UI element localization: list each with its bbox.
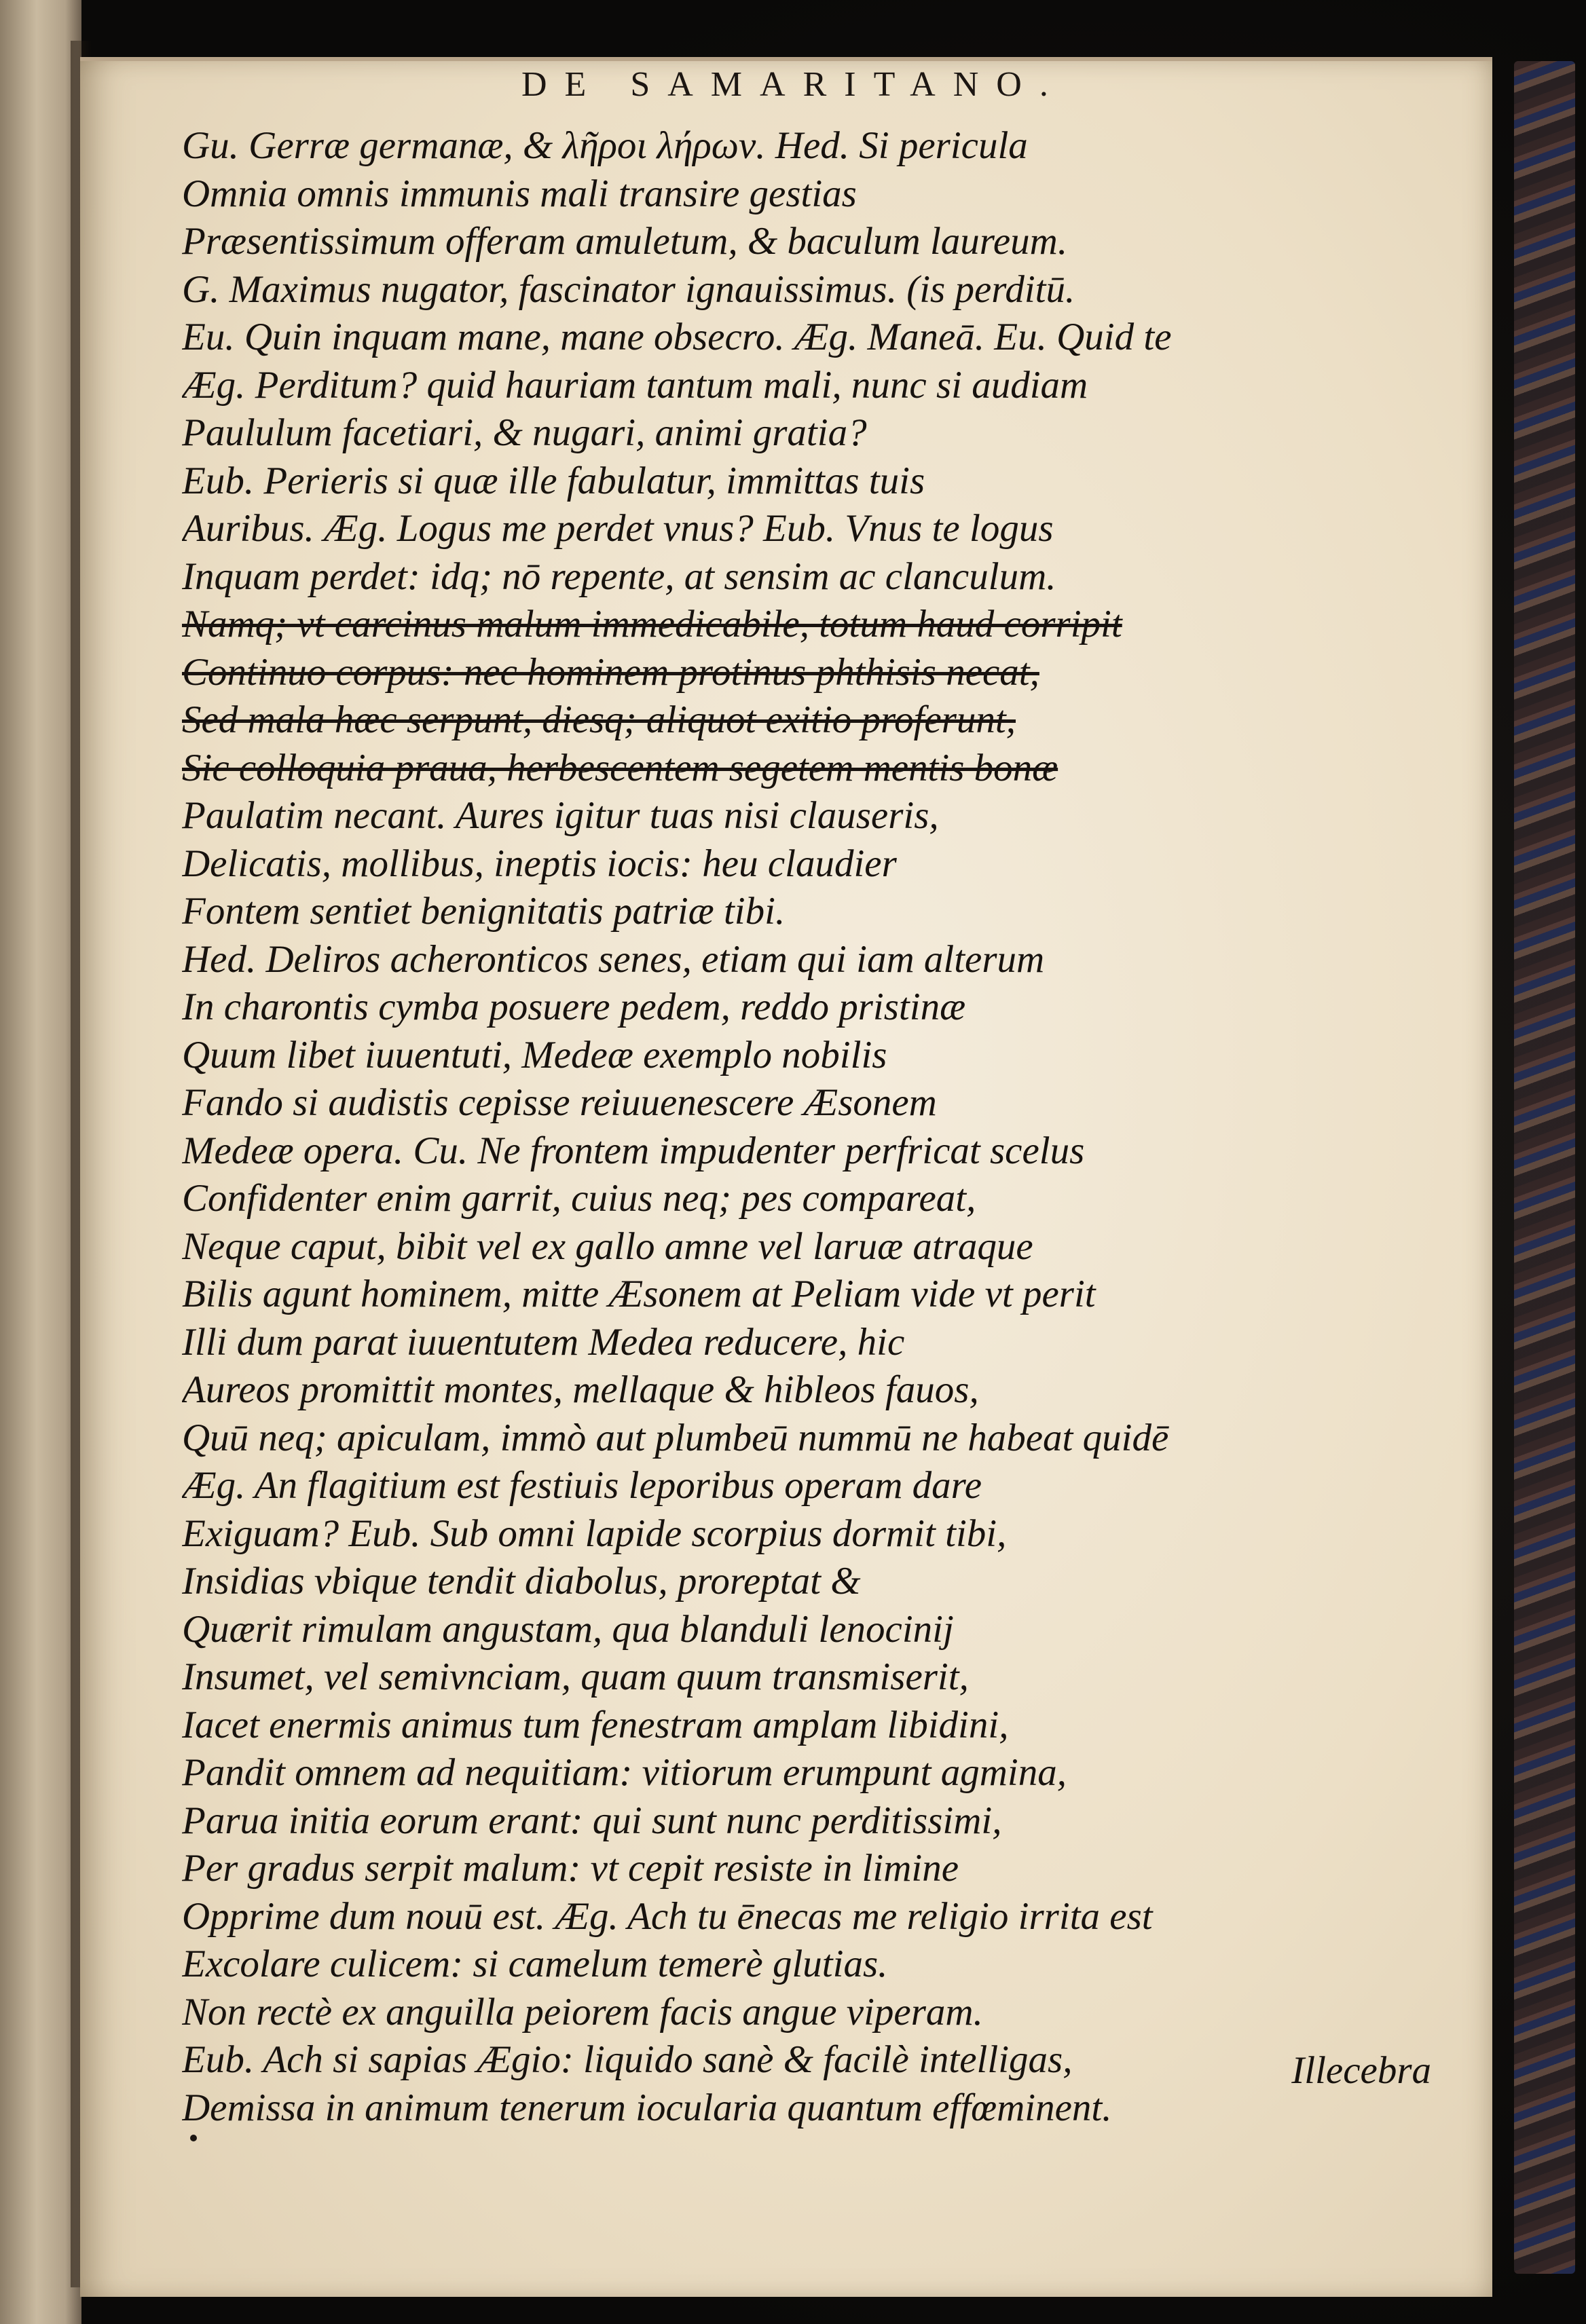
text-line: Auribus. Æg. Logus me perdet vnus? Eub. Vnus te logus <box>182 507 1054 550</box>
text-line: Insumet, vel semivnciam, quam quum transmiserit, <box>182 1655 969 1698</box>
text-block <box>182 122 1458 2132</box>
marbled-binding-edge <box>1514 61 1575 2274</box>
text-line: Parua initia eorum erant: qui sunt nunc perditissimi, <box>182 1799 1002 1842</box>
text-line: Illi dum parat iuuentutem Medea reducere, hic <box>182 1320 905 1364</box>
text-line: Insidias vbique tendit diabolus, proreptat & <box>182 1560 861 1603</box>
struck-text-line: Sed mala hæc serpunt, diesq; aliquot exitio proferunt, <box>182 698 1016 741</box>
struck-text-line: Sic colloquia praua, herbescentem segetem mentis bonæ <box>182 746 1058 789</box>
text-line: Æg. Perditum? quid hauriam tantum mali, nunc si audiam <box>182 363 1088 407</box>
text-line: Non rectè ex anguilla peiorem facis angue viperam. <box>182 1990 983 2034</box>
text-line: Confidenter enim garrit, cuius neq; pes compareat, <box>182 1177 976 1220</box>
text-line: Excolare culicem: si camelum temerè glutias. <box>182 1943 888 1985</box>
text-line: Æg. An flagitium est festiuis leporibus operam dare <box>182 1464 982 1507</box>
text-line: Iacet enermis animus tum fenestram amplam libidini, <box>182 1703 1009 1746</box>
text-line: Fontem sentiet benignitatis patriæ tibi. <box>182 890 786 933</box>
text-line: Neque caput, bibit vel ex gallo amne vel laruæ atraque <box>182 1224 1033 1268</box>
ink-speck <box>190 2135 197 2141</box>
facing-page-edge <box>0 0 81 2324</box>
text-line: Fando si audistis cepisse reiuuenescere Æsonem <box>182 1081 937 1124</box>
text-line: In charontis cymba posuere pedem, reddo pristinæ <box>182 986 966 1028</box>
struck-text-line: Namq; vt carcinus malum immedicabile, totum haud corripit <box>182 603 1122 645</box>
text-line: Bilis agunt hominem, mitte Æsonem at Peliam vide vt perit <box>182 1273 1096 1315</box>
text-line: Quū neq; apiculam, immò aut plumbeū nummū ne habeat quidē <box>182 1416 1169 1459</box>
text-line: G. Maximus nugator, fascinator ignauissimus. (is perditū. <box>182 267 1075 311</box>
catchword: Illecebra <box>1291 2049 1431 2092</box>
book-page <box>80 57 1492 2297</box>
text-line: Demissa in animum tenerum iocularia quantum effœminent. <box>182 2086 1112 2129</box>
text-line: Paulatim necant. Aures igitur tuas nisi clauseris, <box>182 794 939 837</box>
text-line: Hed. Deliros acheronticos senes, etiam qui iam alterum <box>182 937 1045 981</box>
text-line: Exiguam? Eub. Sub omni lapide scorpius dormit tibi, <box>182 1512 1007 1555</box>
text-line: Præsentissimum offeram amuletum, & baculum laureum. <box>182 220 1068 263</box>
text-line: Gu. Gerræ germanæ, & λῆροι λήρων. Hed. Si pericula <box>182 124 1028 167</box>
text-line: Opprime dum nouū est. Æg. Ach tu ēnecas me religio irrita est <box>182 1894 1153 1938</box>
text-line: Delicatis, mollibus, ineptis iocis: heu claudier <box>182 842 897 885</box>
text-line: Eub. Perieris si quæ ille fabulatur, immittas tuis <box>182 459 925 502</box>
text-line: Medeæ opera. Cu. Ne frontem impudenter perfricat scelus <box>182 1129 1085 1172</box>
text-line: Pandit omnem ad nequitiam: vitiorum erumpunt agmina, <box>182 1751 1067 1794</box>
text-line: Omnia omnis immunis mali transire gestias <box>182 172 857 215</box>
text-line: Eu. Quin inquam mane, mane obsecro. Æg. Maneā. Eu. Quid te <box>182 316 1172 358</box>
text-line: Per gradus serpit malum: vt cepit resiste in limine <box>182 1847 959 1890</box>
text-line: Eub. Ach si sapias Ægio: liquido sanè & facilè intelligas, <box>182 2038 1073 2081</box>
text-line: Quærit rimulam angustam, qua blanduli lenocinij <box>182 1607 954 1651</box>
text-line: Quum libet iuuentuti, Medeæ exemplo nobilis <box>182 1033 887 1076</box>
struck-text-line: Continuo corpus: nec hominem protinus phthisis necat, <box>182 650 1039 694</box>
text-line: Paululum facetiari, & nugari, animi gratia? <box>182 411 867 454</box>
text-line: Aureos promittit montes, mellaque & hibleos fauos, <box>182 1368 979 1411</box>
text-line: Inquam perdet: idq; nō repente, at sensim ac clanculum. <box>182 555 1056 598</box>
running-head: DE SAMARITANO. <box>521 65 1066 104</box>
